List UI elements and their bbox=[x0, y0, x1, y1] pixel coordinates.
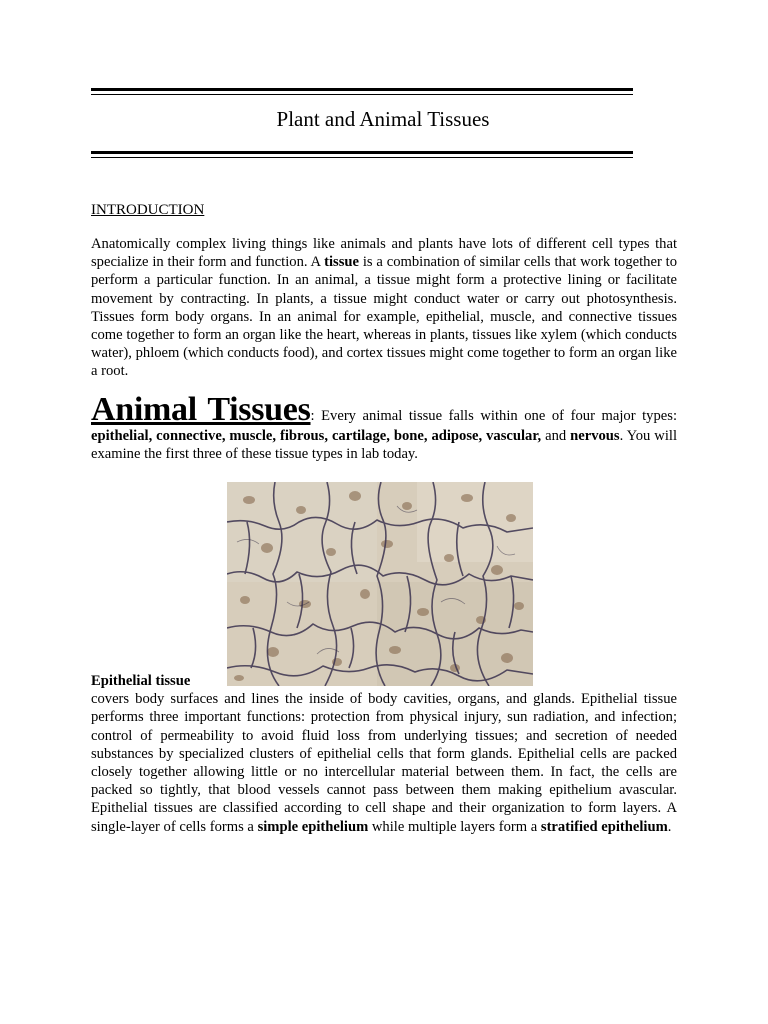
introduction-paragraph: Anatomically complex living things like animals and plants have lots of different cell types that specialize in their form and function. A tissue is a combination of similar cells that work together to perform a particular function. In an animal, a tissue might form a protective lining or facilitate movement by contracting. In plants, a tissue might conduct water or carry out photosynthesis. Tissues form body organs. In an animal for example, epithelial, muscle, and connective tissues come together to form an organ like the heart, whereas in plants, tissues like xylem (which conducts water), phloem (which conducts food), and cortex tissues might come together to form an organ like a root. bbox=[91, 236, 677, 380]
animal-tissues-paragraph: Animal Tissues: Every animal tissue falls within one of four major types: epithelial, connective, muscle, fibrous, cartilage, bone, adipose, vascular, and nervous. You will examine the first three of these tissue types in lab today. bbox=[91, 391, 677, 463]
epithelial-tissue-paragraph: Epithelial tissue covers body surfaces and lines the inside of body cavities, organs, and glands. Epithelial tissue performs three important functions: protection from physical injury, sun radiation, and infection; control of permeability to avoid fluid loss from underlying tissues; and secretion of needed substances by specialized clusters of epithelial cells that form glands. Epithelial cells are packed closely together allowing little or no intercellular material between them. In fact, the cells are packed so tightly, that blood vessels cannot pass between them making epithelium avascular. Epithelial tissues are classified according to cell shape and their organization to form layers. A single-layer of cells forms a simple epithelium while multiple layers form a stratified epithelium. bbox=[91, 673, 677, 835]
animal-tissues-heading: Animal Tissues bbox=[91, 391, 311, 428]
term-tissue: tissue bbox=[324, 254, 359, 271]
title-double-rule bbox=[91, 151, 633, 158]
epithelial-micrograph-image bbox=[227, 482, 533, 686]
term-nervous: nervous bbox=[570, 428, 620, 444]
term-simple-epithelium: simple epithelium bbox=[257, 818, 369, 835]
top-double-rule bbox=[91, 88, 633, 95]
epithelial-tissue-heading: Epithelial tissue bbox=[91, 673, 191, 689]
introduction-heading: INTRODUCTION bbox=[91, 202, 205, 218]
tissue-types-list: epithelial, connective, muscle, fibrous, cartilage, bone, adipose, vascular, bbox=[91, 428, 542, 444]
document-title: Plant and Animal Tissues bbox=[276, 107, 490, 131]
term-stratified-epithelium: stratified epithelium bbox=[540, 818, 668, 835]
